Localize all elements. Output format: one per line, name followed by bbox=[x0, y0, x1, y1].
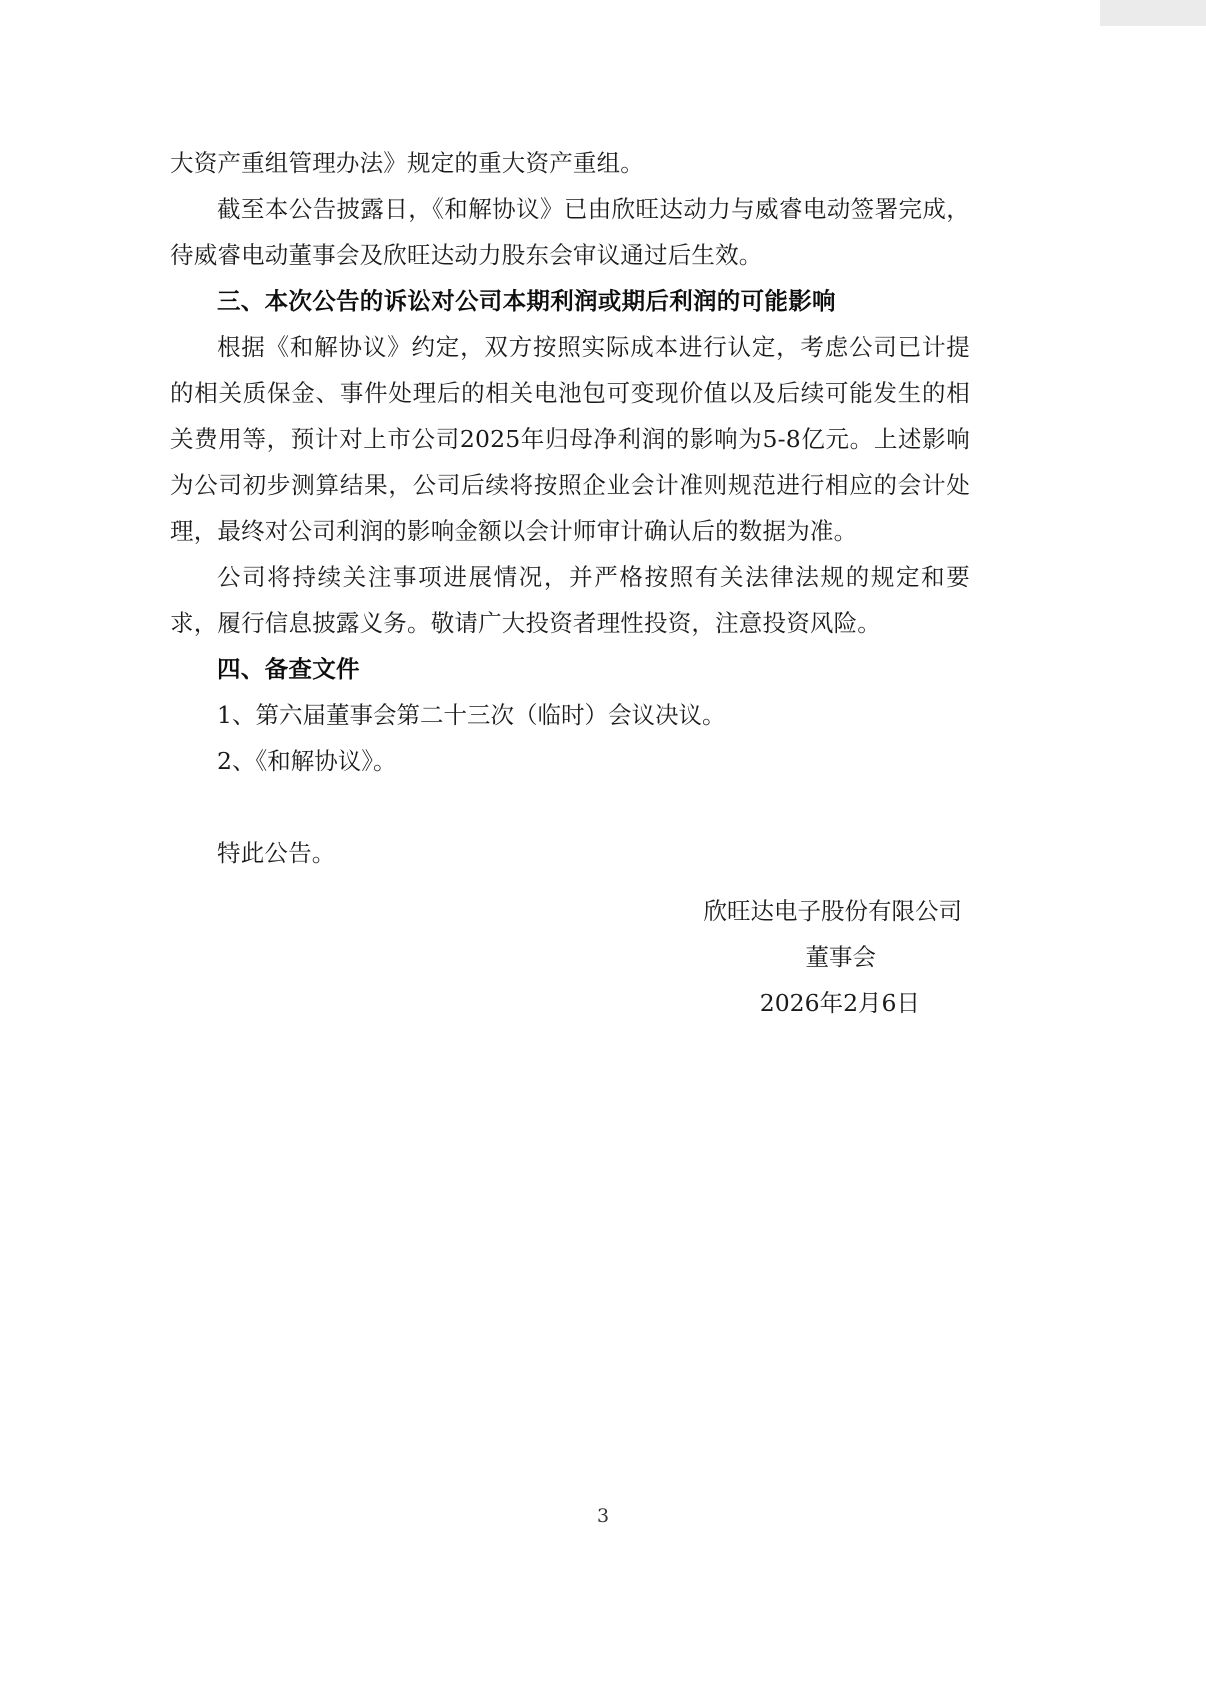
paragraph-profit-impact: 根据《和解协议》约定，双方按照实际成本进行认定，考虑公司已计提的相关质保金、事件处理后的相关电池包可变现价值以及后续可能发生的相关费用等，预计对上市公司2025年归母净利润的影响为5-8亿元。上述影响为公司初步测算结果，公司后续将按照企业会计准则规范进行相应的会计处理，最终对公司利润的影响金额以会计师审计确认后的数据为准。 bbox=[170, 333, 970, 545]
paragraph-hereby-announced: 特此公告。 bbox=[217, 839, 336, 867]
paragraph-spacer bbox=[170, 784, 970, 830]
paragraph-continuation: 大资产重组管理办法》规定的重大资产重组。 bbox=[170, 149, 644, 177]
reference-document-item-2: 2、《和解协议》。 bbox=[217, 747, 397, 775]
page-top-strip bbox=[0, 0, 1206, 26]
section-heading-four: 四、备查文件 bbox=[217, 655, 360, 683]
page-number: 3 bbox=[596, 1505, 610, 1527]
document-body bbox=[170, 140, 970, 1026]
paragraph-agreement-status: 截至本公告披露日，《和解协议》已由欣旺达动力与威睿电动签署完成，待威睿电动董事会及欣旺达动力股东会审议通过后生效。 bbox=[170, 195, 970, 269]
page-top-strip-inner bbox=[0, 0, 1100, 26]
signature-block bbox=[170, 888, 970, 1026]
signature-company: 欣旺达电子股份有限公司 bbox=[703, 897, 962, 925]
section-heading-three: 三、本次公告的诉讼对公司本期利润或期后利润的可能影响 bbox=[217, 287, 836, 315]
paragraph-disclosure-commitment: 公司将持续关注事项进展情况，并严格按照有关法律法规的规定和要求，履行信息披露义务。敬请广大投资者理性投资，注意投资风险。 bbox=[170, 563, 970, 637]
reference-document-item-1: 1、第六届董事会第二十三次（临时）会议决议。 bbox=[217, 701, 726, 729]
signature-board: 董事会 bbox=[805, 943, 876, 971]
signature-date: 2026年2月6日 bbox=[759, 989, 920, 1017]
